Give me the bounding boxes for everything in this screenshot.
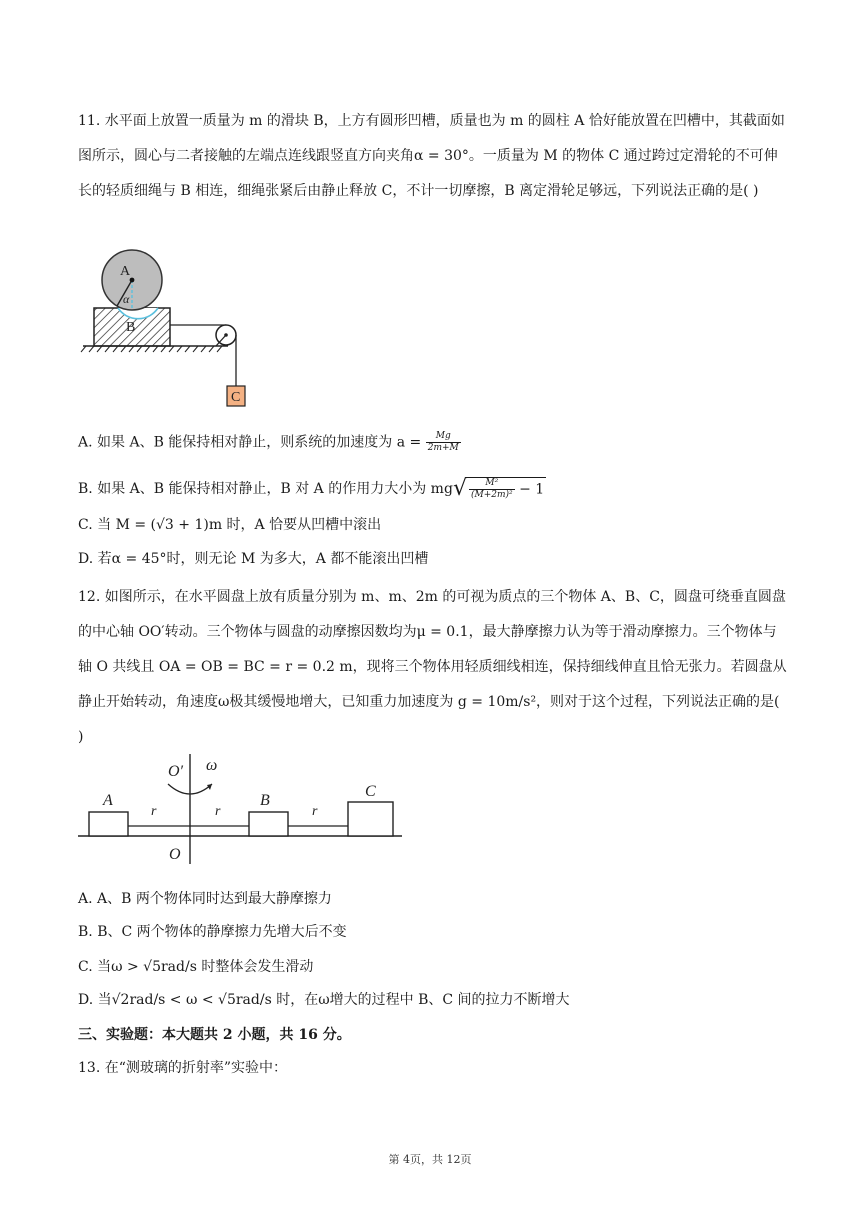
- q11-option-a-numerator: Mg: [426, 431, 461, 443]
- label-alpha: α: [123, 292, 130, 306]
- label-c: C: [365, 783, 376, 800]
- section-heading: 三、实验题：本大题共 2 小题，共 16 分。: [78, 1027, 351, 1043]
- label-c: C: [231, 390, 241, 405]
- q11-figure: [80, 248, 255, 413]
- q12-option-a: A. A、B 两个物体同时达到最大静摩擦力: [78, 891, 332, 907]
- sqrt-icon: √: [452, 476, 467, 501]
- label-r-oa: r: [151, 804, 157, 819]
- label-omega: ω: [206, 757, 218, 774]
- label-b: B: [126, 320, 136, 335]
- q11-option-b-radicand: [467, 477, 546, 501]
- q11-option-a-fraction: [426, 431, 461, 454]
- label-o: O: [169, 846, 181, 863]
- q12-figure: [76, 752, 406, 867]
- label-r-bc: r: [312, 804, 318, 819]
- q11-option-d: D. 若α = 45°时，则无论 M 为多大，A 都不能滚出凹槽: [78, 551, 429, 567]
- q11-option-b: [78, 477, 546, 501]
- label-b: B: [260, 792, 270, 809]
- label-a: A: [103, 792, 113, 809]
- object-b: [249, 812, 288, 836]
- q11-option-b-tail: − 1: [514, 481, 545, 498]
- q11-option-b-denominator: (M+2m)²: [470, 490, 513, 500]
- q11-option-c: C. 当 M = (√3 + 1)m 时，A 恰要从凹槽中滚出: [78, 517, 382, 533]
- q12-option-b: B. B、C 两个物体的静摩擦力先增大后不变: [78, 924, 347, 940]
- q11-option-a: [78, 431, 461, 454]
- q12-stem: 12. 如图所示，在水平圆盘上放有质量分别为 m、m、2m 的可视为质点的三个物体 A、B、C，圆盘可绕垂直圆盘的中心轴 OO′转动。三个物体与圆盘的动摩擦因数均为μ = 0.1，最大静摩擦力认为等于滑动摩擦力。三个物体与轴 O 共线且 OA = OB = BC = r = 0.2 m，现将三个物体用轻质细线相连，保持细线伸直且恰无张力。若圆盘从静止开始转动，角速度ω极其缓慢地增大，已知重力加速度为 g = 10m/s²，则对于这个过程，下列说法正确的是( ): [78, 589, 787, 745]
- object-c: [348, 802, 393, 836]
- q11-option-b-numerator: M²: [469, 478, 515, 490]
- q12-option-d: D. 当√2rad/s < ω < √5rad/s 时，在ω增大的过程中 B、C 间的拉力不断增大: [78, 992, 570, 1008]
- q11-option-b-text: B. 如果 A、B 能保持相对静止，B 对 A 的作用力大小为 mg: [78, 481, 453, 497]
- q11-stem: 11. 水平面上放置一质量为 m 的滑块 B，上方有圆形凹槽，质量也为 m 的圆柱 A 恰好能放置在凹槽中，其截面如图所示，圆心与二者接触的左端点连线跟竖直方向夹角α = 30°。一质量为 M 的物体 C 通过跨过定滑轮的不可伸长的轻质细绳与 B 相连，细绳张紧后由静止释放 C，不计一切摩擦，B 离定滑轮足够远，下列说法正确的是( ): [78, 113, 785, 199]
- label-r-ob: r: [215, 804, 221, 819]
- label-o-prime: O′: [168, 763, 184, 780]
- q11-option-b-fraction: [469, 478, 515, 501]
- q13-stem: 13. 在“测玻璃的折射率”实验中：: [78, 1060, 288, 1076]
- q12-option-c: C. 当ω > √5rad/s 时整体会发生滑动: [78, 959, 314, 975]
- page-footer: 第 4页，共 12页: [388, 1153, 472, 1166]
- q11-option-a-denominator: 2m+M: [427, 443, 459, 453]
- center-dot: [130, 278, 135, 283]
- label-a: A: [120, 264, 131, 279]
- q11-option-a-text: A. 如果 A、B 能保持相对静止，则系统的加速度为 a =: [78, 434, 426, 451]
- ground-hatching: [81, 346, 222, 352]
- object-a: [89, 812, 128, 836]
